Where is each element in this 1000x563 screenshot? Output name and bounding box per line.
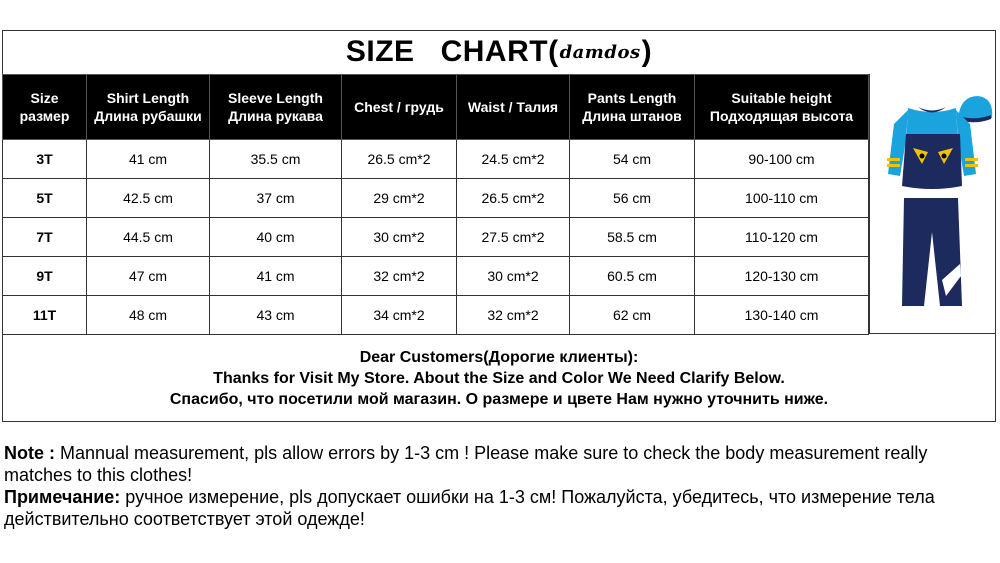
measurement-cell: 27.5 cm*2: [457, 218, 570, 257]
note-label-ru: Примечание:: [4, 487, 121, 507]
column-header: [695, 75, 869, 140]
measurement-cell: 58.5 cm: [570, 218, 695, 257]
column-header: [210, 75, 342, 140]
column-header-label-ru: Длина рукава: [228, 108, 323, 124]
size-cell: 9T: [3, 257, 87, 296]
greeting-line-3: Спасибо, что посетили мой магазин. О размере и цвете Нам нужно уточнить ниже.: [169, 390, 829, 408]
size-table-body: [3, 140, 869, 335]
measurement-cell: 41 cm: [210, 257, 342, 296]
measurement-cell: 130-140 cm: [695, 296, 869, 335]
measurement-cell: 42.5 cm: [87, 179, 210, 218]
column-header-label-ru: Подходящая высота: [709, 108, 854, 124]
measurement-cell: 110-120 cm: [695, 218, 869, 257]
note-label-en: Note :: [4, 443, 55, 463]
swimsuit-set-icon: [870, 74, 995, 332]
column-header-label-ru: Длина штанов: [582, 108, 682, 124]
measurement-cell: 44.5 cm: [87, 218, 210, 257]
measurement-cell: 62 cm: [570, 296, 695, 335]
measurement-cell: 37 cm: [210, 179, 342, 218]
measurement-cell: 41 cm: [87, 140, 210, 179]
column-header-label: Waist / Талия: [467, 99, 559, 115]
measurement-cell: 30 cm*2: [457, 257, 570, 296]
greeting-line-2: Thanks for Visit My Store. About the Size and Color We Need Clarify Below.: [213, 369, 785, 387]
measurement-cell: 56 cm: [570, 179, 695, 218]
measurement-cell: 40 cm: [210, 218, 342, 257]
measurement-cell: 35.5 cm: [210, 140, 342, 179]
measurement-cell: 120-130 cm: [695, 257, 869, 296]
greeting-line-1: Dear Customers(Дорогие клиенты):: [359, 348, 639, 366]
column-header-label: Shirt Length: [106, 90, 190, 106]
measurement-cell: 26.5 cm*2: [457, 179, 570, 218]
size-cell: 7T: [3, 218, 87, 257]
greeting-panel: [2, 334, 996, 422]
measurement-cell: 30 cm*2: [342, 218, 457, 257]
note-english: [4, 442, 994, 486]
size-cell: 3T: [3, 140, 87, 179]
table-row: [3, 140, 869, 179]
title-close-paren: ): [641, 35, 653, 68]
measurement-cell: 24.5 cm*2: [457, 140, 570, 179]
column-header-label: Sleeve Length: [228, 90, 323, 106]
column-header: [570, 75, 695, 140]
measurement-cell: 48 cm: [87, 296, 210, 335]
product-image: [869, 74, 996, 334]
column-header-label: Suitable height: [731, 90, 832, 106]
size-table-header-row: [3, 75, 869, 140]
column-header: [87, 75, 210, 140]
measurement-cell: 54 cm: [570, 140, 695, 179]
title-size-word: SIZE: [345, 35, 415, 68]
measurement-cell: 32 cm*2: [457, 296, 570, 335]
measurement-cell: 32 cm*2: [342, 257, 457, 296]
column-header: [457, 75, 570, 140]
measurement-cell: 100-110 cm: [695, 179, 869, 218]
measurement-cell: 43 cm: [210, 296, 342, 335]
measurement-cell: 26.5 cm*2: [342, 140, 457, 179]
table-row: [3, 218, 869, 257]
title-chart-word: CHART(: [440, 35, 559, 68]
measurement-cell: 90-100 cm: [695, 140, 869, 179]
column-header: [342, 75, 457, 140]
note-text-en: Mannual measurement, pls allow errors by 1-3 cm ! Please make sure to check the body measurement really matches to this clothes!: [4, 443, 928, 485]
measurement-cell: 34 cm*2: [342, 296, 457, 335]
notes-section: [4, 442, 994, 530]
column-header-label: Chest / грудь: [354, 99, 444, 115]
table-row: [3, 296, 869, 335]
size-cell: 11T: [3, 296, 87, 335]
column-header-label-ru: Длина рубашки: [94, 108, 202, 124]
measurement-cell: 29 cm*2: [342, 179, 457, 218]
column-header: [3, 75, 87, 140]
size-cell: 5T: [3, 179, 87, 218]
measurement-cell: 60.5 cm: [570, 257, 695, 296]
page-title: [2, 30, 996, 74]
measurement-cell: 47 cm: [87, 257, 210, 296]
column-header-label-ru: размер: [19, 108, 70, 124]
column-header-label: Size: [30, 90, 59, 106]
table-row: [3, 257, 869, 296]
note-russian: [4, 486, 994, 530]
column-header-label: Pants Length: [587, 90, 677, 106]
table-row: [3, 179, 869, 218]
size-table: [2, 74, 869, 335]
brand-name: damdos: [559, 41, 641, 63]
note-text-ru: ручное измерение, pls допускает ошибки на 1-3 см! Пожалуйста, убедитесь, что измерение тела действительно соответствует этой одежде!: [4, 487, 935, 529]
